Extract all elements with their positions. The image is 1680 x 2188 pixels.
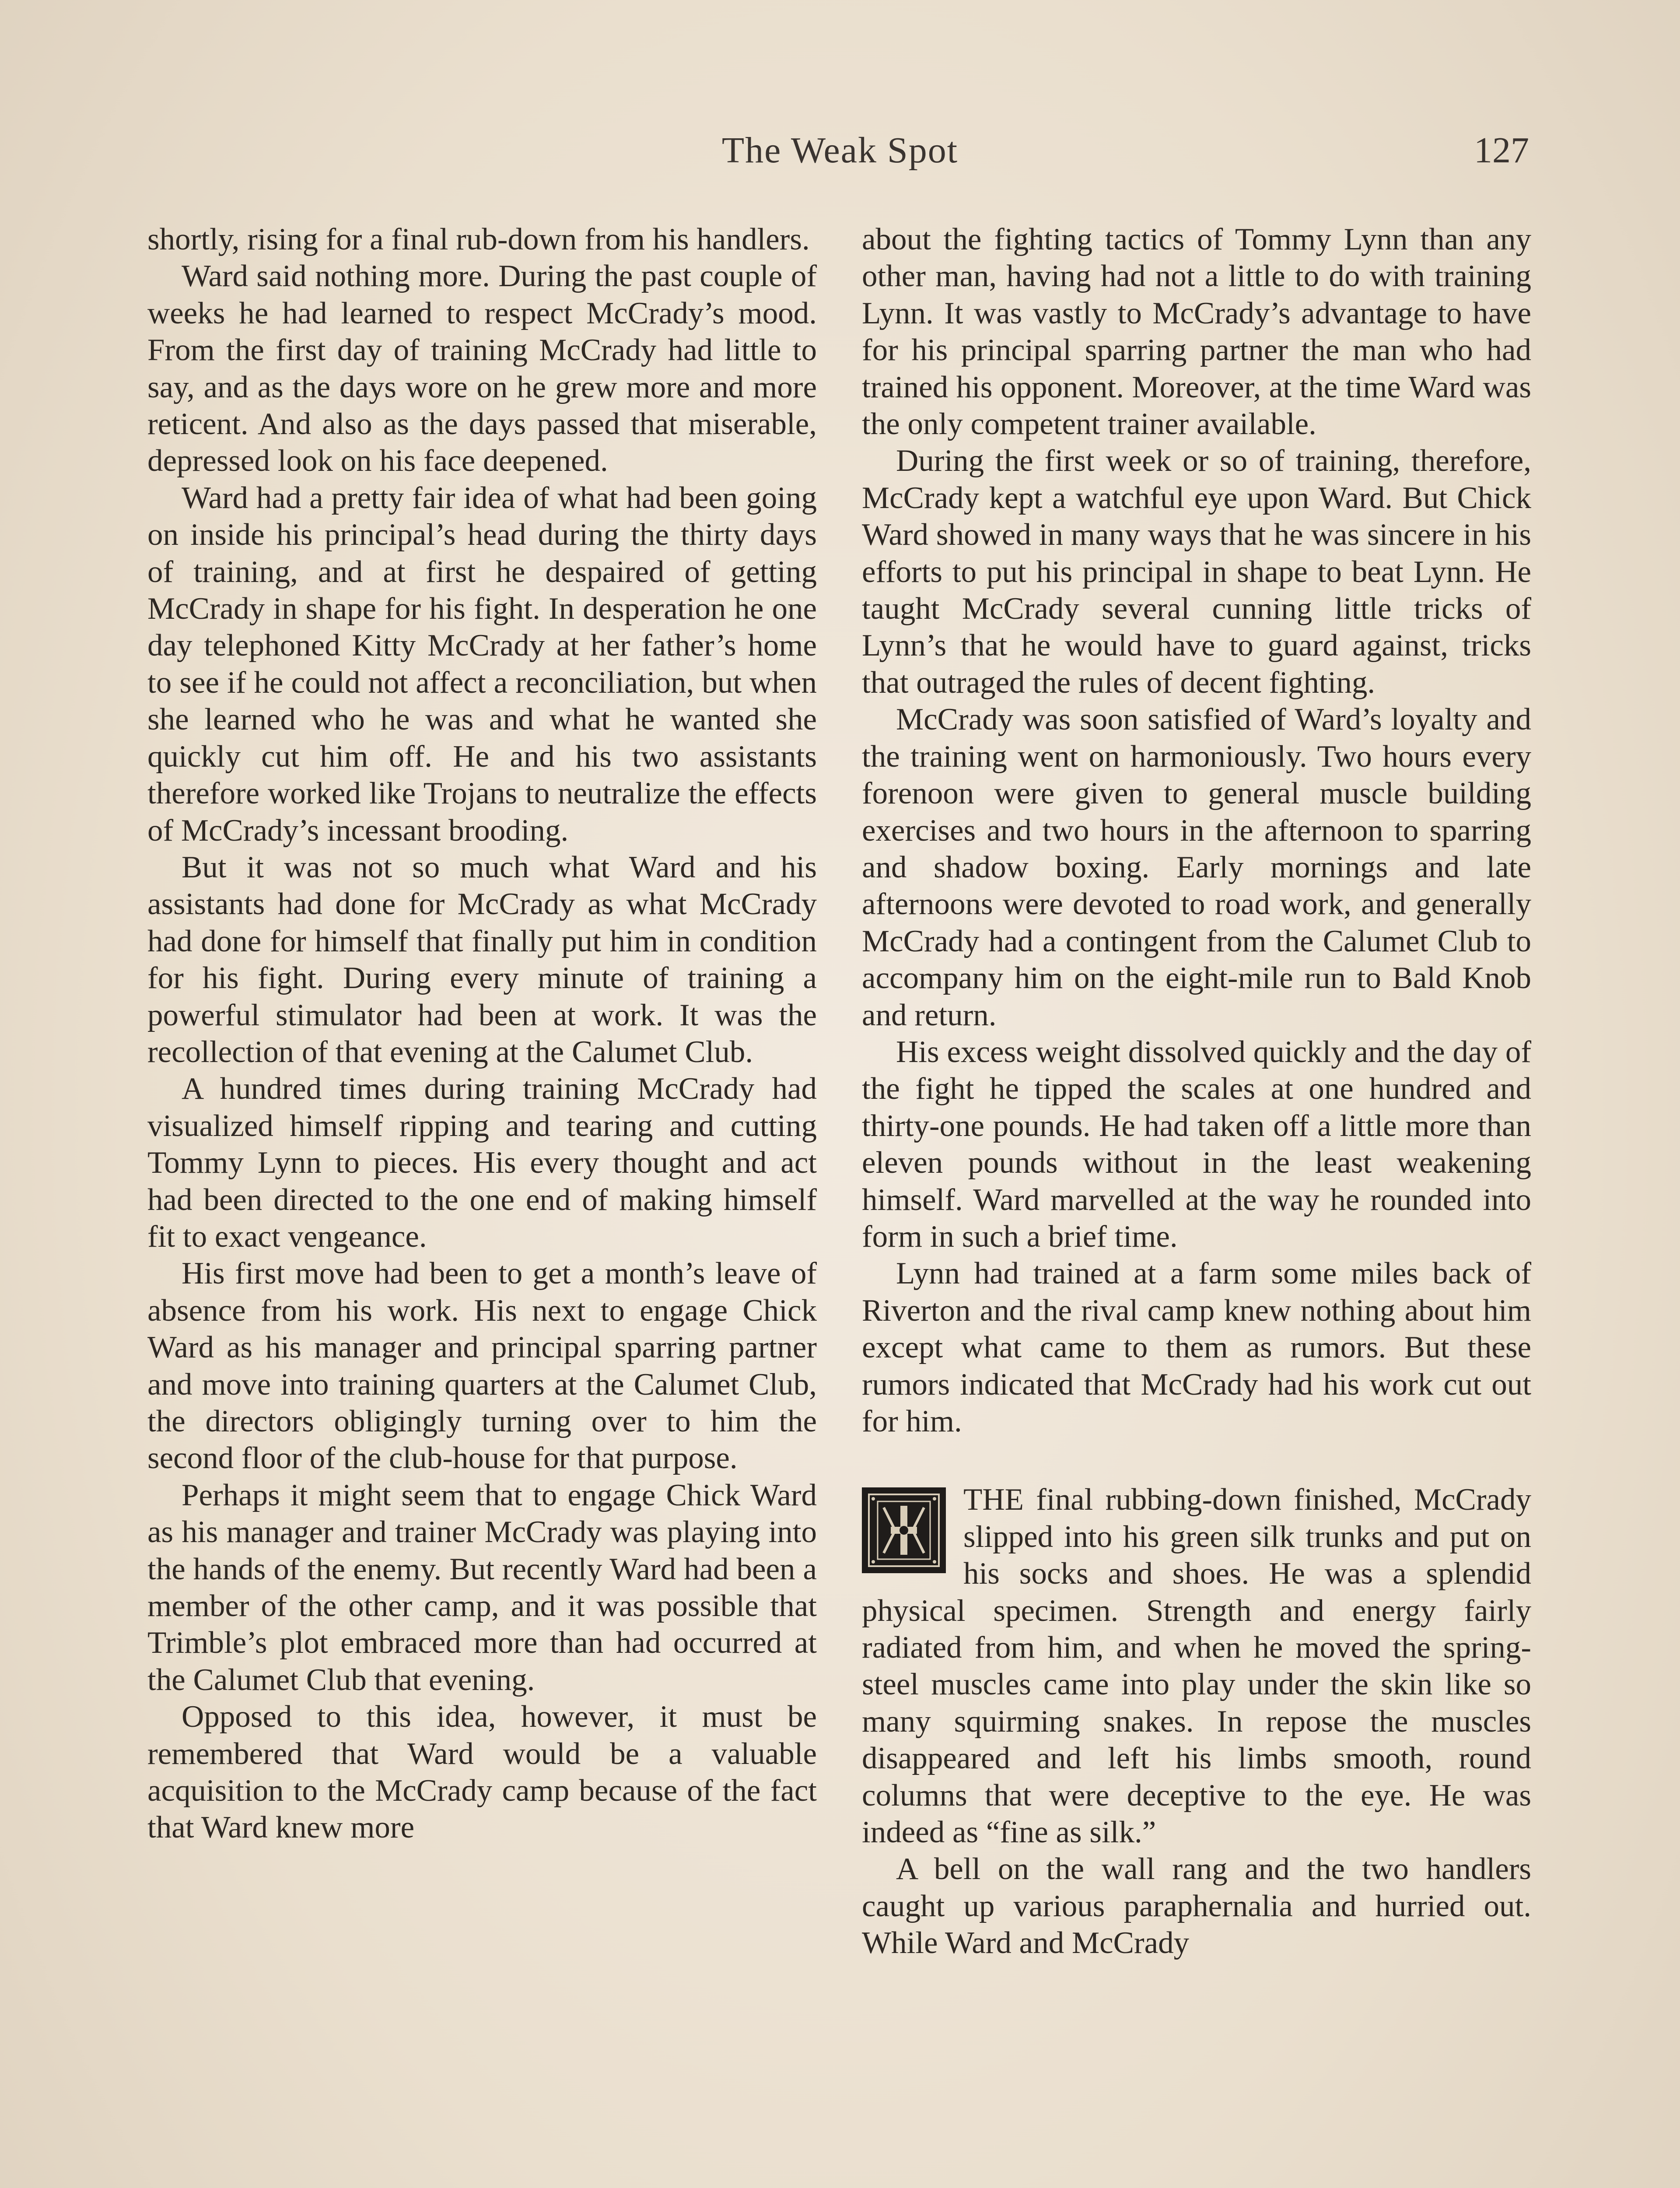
left-column [147, 221, 817, 1846]
paragraph: A hundred times during training McCrady had visualized himself ripping and tearing and cutting Tommy Lynn to pieces. His every thought and act had been directed to the one end of making himself fit to exact vengeance. [147, 1072, 817, 1254]
running-title: The Weak Spot [721, 130, 959, 171]
section-break [862, 1481, 1531, 1851]
paragraph: Opposed to this idea, however, it must be remembered that Ward would be a valuable acquisition to the McCrady camp because of the fact that Ward knew more [147, 1700, 817, 1845]
running-head [0, 129, 1680, 186]
paragraph: His excess weight dissolved quickly and the day of the fight he tipped the scales at one hundred and thirty-one pounds. He had taken off a little more than eleven pounds without in the least weakening himself. Ward marvelled at the way he rounded into form in such a brief time. [862, 1034, 1531, 1254]
page-number: 127 [1474, 130, 1529, 171]
paragraph: Perhaps it might seem that to engage Chick Ward as his manager and trainer McCrady was playing into the hands of the enemy. But recently Ward had been a member of the other camp, and it was possible that Trimble’s plot embraced more than had occurred at the Calumet Club that evening. [147, 1478, 817, 1697]
paragraph: McCrady was soon satisfied of Ward’s loyalty and the training went on harmoniously. Two hours every forenoon were given to general muscle building exercises and two hours in the afternoon to sparring and shadow boxing. Early mornings and late afternoons were devoted to road work, and generally McCrady had a contingent from the Calumet Club to accompany him on the eight-mile run to Bald Knob and return. [862, 702, 1531, 1032]
paragraph: During the first week or so of training, therefore, McCrady kept a watchful eye upon Ward. But Chick Ward showed in many ways that he was sincere in his efforts to put his principal in shape to beat Lynn. He taught McCrady several cunning little tricks of Lynn’s that he would have to guard against, tricks that outraged the rules of decent fighting. [862, 444, 1531, 700]
paragraph: A bell on the wall rang and the two handlers caught up various paraphernalia and hurried out. While Ward and McCrady [862, 1852, 1531, 1960]
ornamental-dropcap-icon [862, 1487, 946, 1573]
section-first-paragraph: THE final rubbing-down finished, McCrady slipped into his green silk trunks and put on his socks and shoes. He was a splendid physical specimen. Strength and energy fairly radiated from him, and when he moved the spring-steel muscles came into play under the skin like so many squirming snakes. In repose the muscles disappeared and left his limbs smooth, round columns that were deceptive to the eye. He was indeed as “fine as silk.” [862, 1483, 1531, 1850]
ornament-icon [864, 1490, 943, 1571]
right-column [862, 221, 1531, 1962]
paragraph: about the fighting tactics of Tommy Lynn than any other man, having had not a little to do with training Lynn. It was vastly to McCrady’s advantage to have for his principal sparring partner the man who had trained his opponent. Moreover, at the time Ward was the only competent trainer available. [862, 222, 1531, 442]
paragraph: Ward said nothing more. During the past couple of weeks he had learned to respect McCrady’s mood. From the first day of training McCrady had little to say, and as the days wore on he grew more and more reticent. And also as the days passed that miserable, depressed look on his face deepened. [147, 259, 817, 478]
paragraph: Ward had a pretty fair idea of what had been going on inside his principal’s head during the thirty days of training, and at first he despaired of getting McCrady in shape for his fight. In desperation he one day telephoned Kitty McCrady at her father’s home to see if he could not affect a reconciliation, but when she learned who he was and what he wanted she quickly cut him off. He and his two assistants therefore worked like Trojans to neutralize the effects of McCrady’s incessant brooding. [147, 480, 817, 848]
paragraph: Lynn had trained at a farm some miles back of Riverton and the rival camp knew nothing about him except what came to them as rumors. But these rumors indicated that McCrady had his work cut out for him. [862, 1256, 1531, 1438]
paragraph: shortly, rising for a final rub-down from his handlers. [147, 222, 810, 256]
paragraph: His first move had been to get a month’s leave of absence from his work. His next to engage Chick Ward as his manager and principal sparring partner and move into training quarters at the Calumet Club, the directors obligingly turning over to him the second floor of the club-house for that purpose. [147, 1256, 817, 1476]
paragraph: But it was not so much what Ward and his assistants had done for McCrady as what McCrady had done for himself that finally put him in condition for his fight. During every minute of training a powerful stimulator had been at work. It was the recollection of that evening at the Calumet Club. [147, 850, 817, 1069]
